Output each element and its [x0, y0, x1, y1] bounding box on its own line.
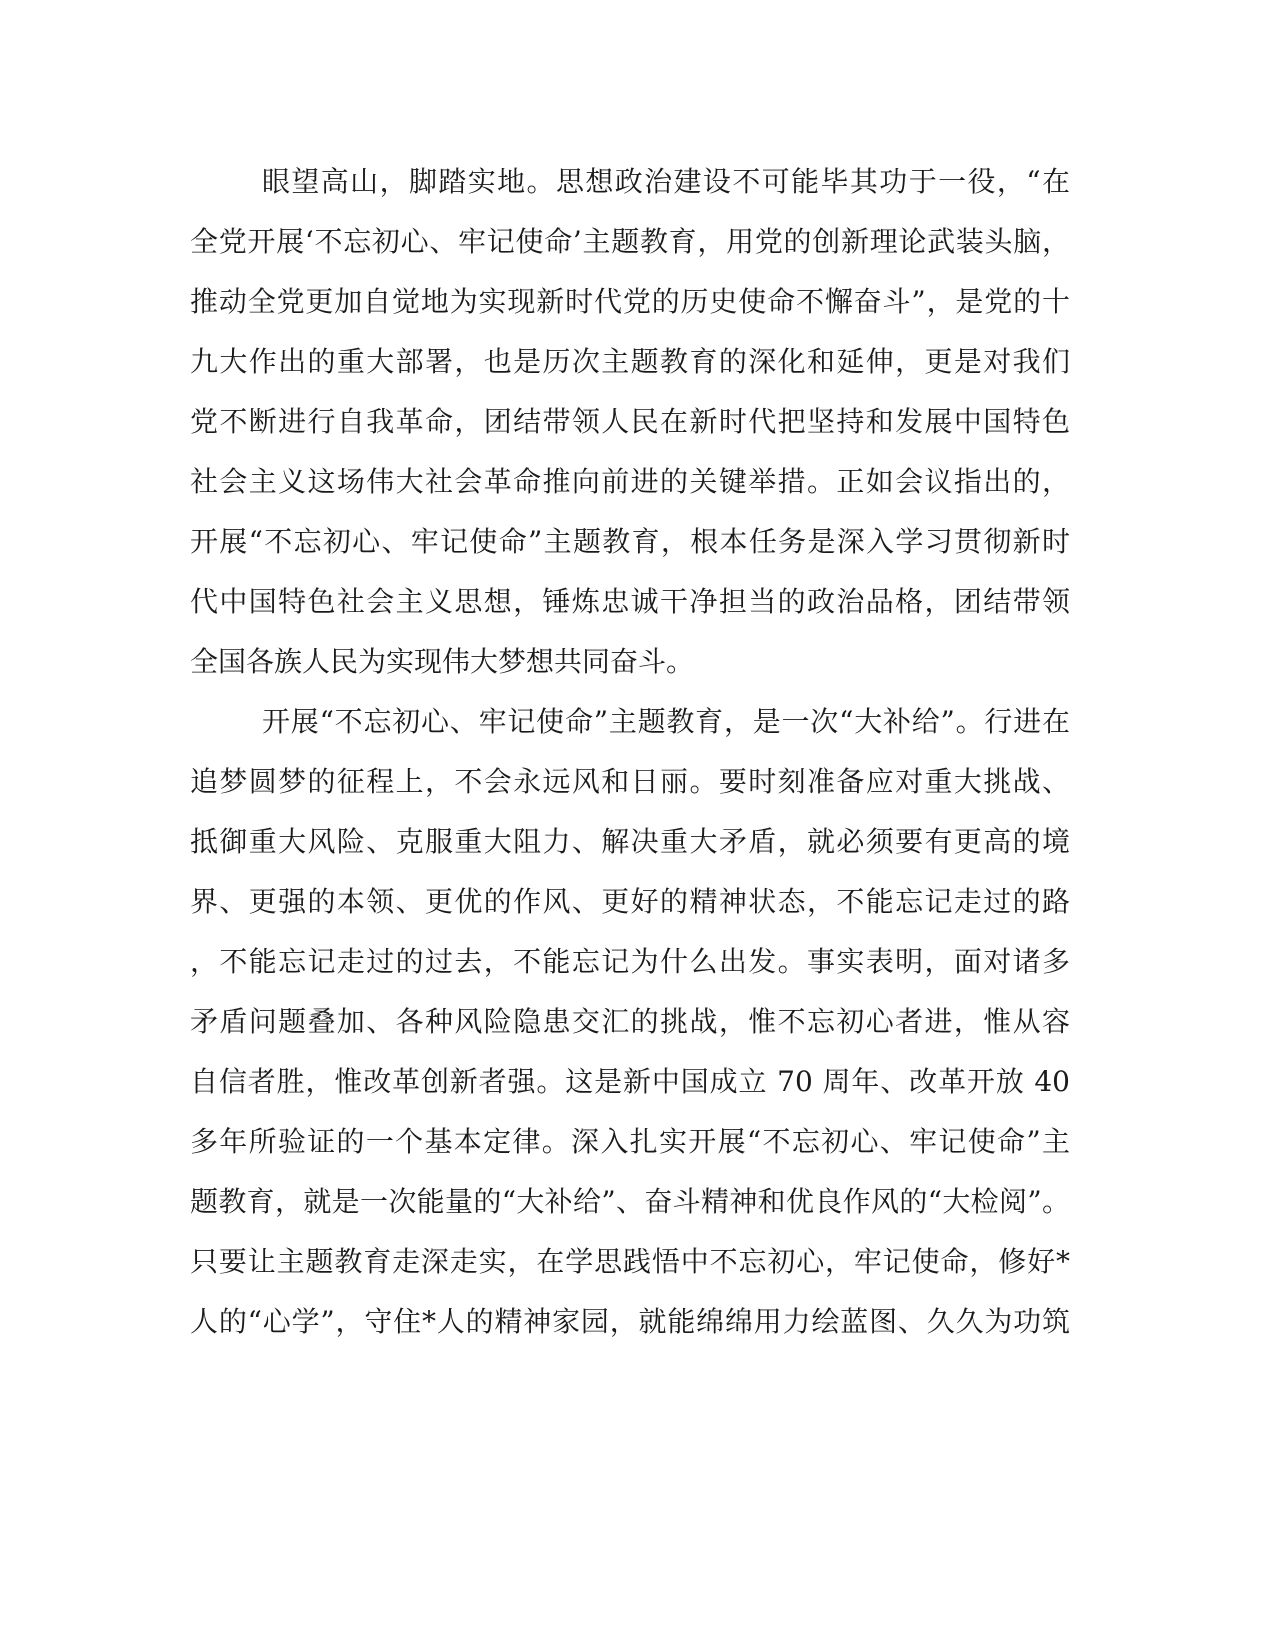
paragraph-2-line-11: 人的“心学”，守住*人的精神家园，就能绵绵用力绘蓝图、久久为功筑: [190, 1305, 1070, 1338]
paragraph-1-line-6: 社会主义这场伟大社会革命推向前进的关键举措。正如会议指出的，: [190, 465, 1070, 498]
paragraph-2-line-1: 开展“不忘初心、牢记使命”主题教育，是一次“大补给”。行进在: [262, 705, 1070, 738]
paragraph-2-line-2: 追梦圆梦的征程上，不会永远风和日丽。要时刻准备应对重大挑战、: [190, 765, 1070, 798]
paragraph-1-line-5: 党不断进行自我革命，团结带领人民在新时代把坚持和发展中国特色: [190, 405, 1070, 438]
paragraph-1-line-7: 开展“不忘初心、牢记使命”主题教育，根本任务是深入学习贯彻新时: [190, 525, 1070, 558]
paragraph-1-line-4: 九大作出的重大部署，也是历次主题教育的深化和延伸，更是对我们: [190, 345, 1070, 378]
paragraph-2-line-3: 抵御重大风险、克服重大阻力、解决重大矛盾，就必须要有更高的境: [190, 825, 1070, 858]
paragraph-2-line-8: 多年所验证的一个基本定律。深入扎实开展“不忘初心、牢记使命”主: [190, 1125, 1070, 1158]
paragraph-2-line-4: 界、更强的本领、更优的作风、更好的精神状态，不能忘记走过的路: [190, 885, 1070, 918]
paragraph-1-line-9: 全国各族人民为实现伟大梦想共同奋斗。: [190, 645, 695, 678]
paragraph-2-line-10: 只要让主题教育走深走实，在学思践悟中不忘初心，牢记使命，修好*: [190, 1245, 1070, 1278]
paragraph-1-line-2: 全党开展‘不忘初心、牢记使命’主题教育，用党的创新理论武装头脑，: [190, 225, 1070, 258]
paragraph-1-line-8: 代中国特色社会主义思想，锤炼忠诚干净担当的政治品格，团结带领: [190, 585, 1070, 618]
paragraph-2-line-5: ，不能忘记走过的过去，不能忘记为什么出发。事实表明，面对诸多: [190, 945, 1070, 978]
paragraph-1-line-1: 眼望高山，脚踏实地。思想政治建设不可能毕其功于一役，“在: [262, 165, 1070, 198]
paragraph-2-line-6: 矛盾问题叠加、各种风险隐患交汇的挑战，惟不忘初心者进，惟从容: [190, 1005, 1070, 1038]
paragraph-2-line-7: 自信者胜，惟改革创新者强。这是新中国成立 70 周年、改革开放 40: [190, 1065, 1070, 1098]
paragraph-1-line-3: 推动全党更加自觉地为实现新时代党的历史使命不懈奋斗”，是党的十: [190, 285, 1070, 318]
paragraph-2-line-9: 题教育，就是一次能量的“大补给”、奋斗精神和优良作风的“大检阅”。: [190, 1185, 1070, 1218]
